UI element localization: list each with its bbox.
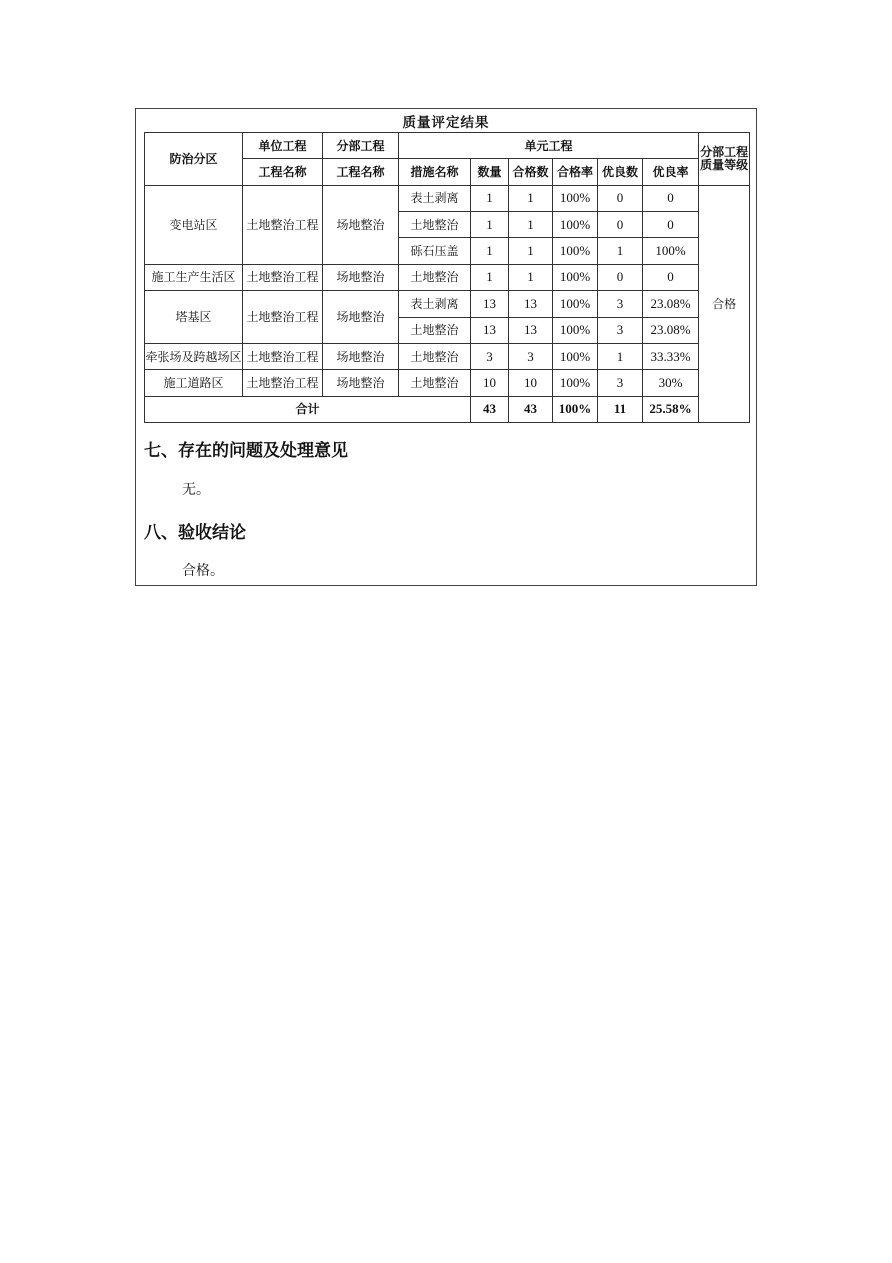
pass-count-cell: 13 [509,291,553,317]
unit-project-cell: 土地整治工程 [243,370,323,396]
table-row [145,264,750,290]
unit-project-cell: 土地整治工程 [243,343,323,369]
pass-count-cell: 10 [509,370,553,396]
report-frame [135,108,757,586]
header-count: 数量 [471,159,509,185]
sub-project-cell: 场地整治 [323,291,399,344]
measure-name-cell: 土地整治 [399,317,471,343]
measure-name-cell: 土地整治 [399,343,471,369]
header-element-project: 单元工程 [399,133,699,159]
count-cell: 13 [471,317,509,343]
excellent-rate-cell: 0 [643,212,699,238]
table-row [145,370,750,396]
total-row [145,396,750,422]
pass-count-cell: 1 [509,264,553,290]
header-pass-count: 合格数 [509,159,553,185]
measure-name-cell: 表土剥离 [399,291,471,317]
pass-rate-cell: 100% [553,370,598,396]
zone-name-cell: 施工道路区 [145,370,243,396]
excellent-count-cell: 0 [598,185,643,211]
excellent-count-cell: 3 [598,370,643,396]
count-cell: 1 [471,212,509,238]
total-count-cell: 43 [471,396,509,422]
excellent-count-cell: 0 [598,212,643,238]
zone-name-cell: 牵张场及跨越场区 [145,343,243,369]
grade-cell: 合格 [699,185,750,422]
pass-rate-cell: 100% [553,343,598,369]
sub-project-cell: 场地整治 [323,343,399,369]
section-body-conclusion: 合格。 [182,563,224,579]
section-body-problems: 无。 [182,482,210,498]
excellent-rate-cell: 23.08% [643,317,699,343]
zone-name-cell: 施工生产生活区 [145,264,243,290]
total-pass-count-cell: 43 [509,396,553,422]
unit-project-cell: 土地整治工程 [243,264,323,290]
table-caption: 质量评定结果 [402,115,490,131]
total-excellent-count-cell: 11 [598,396,643,422]
zone-name-cell: 变电站区 [145,185,243,264]
measure-name-cell: 土地整治 [399,212,471,238]
excellent-rate-cell: 33.33% [643,343,699,369]
total-excellent-rate-cell: 25.58% [643,396,699,422]
count-cell: 10 [471,370,509,396]
table-row [145,343,750,369]
measure-name-cell: 土地整治 [399,264,471,290]
header-sub-project-name: 工程名称 [323,159,399,185]
excellent-count-cell: 0 [598,264,643,290]
unit-project-cell: 土地整治工程 [243,185,323,264]
section-title-conclusion: 八、验收结论 [144,523,246,543]
unit-project-cell: 土地整治工程 [243,291,323,344]
header-grade: 分部工程质量等级 [699,133,750,186]
measure-name-cell: 表土剥离 [399,185,471,211]
header-excellent-count: 优良数 [598,159,643,185]
pass-count-cell: 1 [509,185,553,211]
header-sub-project: 分部工程 [323,133,399,159]
excellent-count-cell: 1 [598,343,643,369]
count-cell: 1 [471,238,509,264]
excellent-rate-cell: 0 [643,264,699,290]
pass-count-cell: 1 [509,212,553,238]
pass-rate-cell: 100% [553,185,598,211]
pass-rate-cell: 100% [553,238,598,264]
pass-rate-cell: 100% [553,264,598,290]
excellent-rate-cell: 0 [643,185,699,211]
quality-table [144,132,750,423]
header-unit-project-name: 工程名称 [243,159,323,185]
pass-rate-cell: 100% [553,317,598,343]
count-cell: 1 [471,264,509,290]
header-measure-name: 措施名称 [399,159,471,185]
count-cell: 1 [471,185,509,211]
sub-project-cell: 场地整治 [323,370,399,396]
pass-count-cell: 3 [509,343,553,369]
header-zone: 防治分区 [145,133,243,186]
pass-rate-cell: 100% [553,291,598,317]
section-title-problems: 七、存在的问题及处理意见 [144,441,348,461]
pass-count-cell: 13 [509,317,553,343]
excellent-rate-cell: 30% [643,370,699,396]
count-cell: 3 [471,343,509,369]
excellent-count-cell: 3 [598,291,643,317]
measure-name-cell: 砾石压盖 [399,238,471,264]
sub-project-cell: 场地整治 [323,185,399,264]
excellent-count-cell: 1 [598,238,643,264]
zone-name-cell: 塔基区 [145,291,243,344]
pass-count-cell: 1 [509,238,553,264]
excellent-count-cell: 3 [598,317,643,343]
excellent-rate-cell: 23.08% [643,291,699,317]
total-pass-rate-cell: 100% [553,396,598,422]
measure-name-cell: 土地整治 [399,370,471,396]
pass-rate-cell: 100% [553,212,598,238]
table-row [145,291,750,317]
total-label-cell: 合计 [145,396,471,422]
header-unit-project: 单位工程 [243,133,323,159]
sub-project-cell: 场地整治 [323,264,399,290]
header-pass-rate: 合格率 [553,159,598,185]
excellent-rate-cell: 100% [643,238,699,264]
header-excellent-rate: 优良率 [643,159,699,185]
table-row [145,185,750,211]
count-cell: 13 [471,291,509,317]
